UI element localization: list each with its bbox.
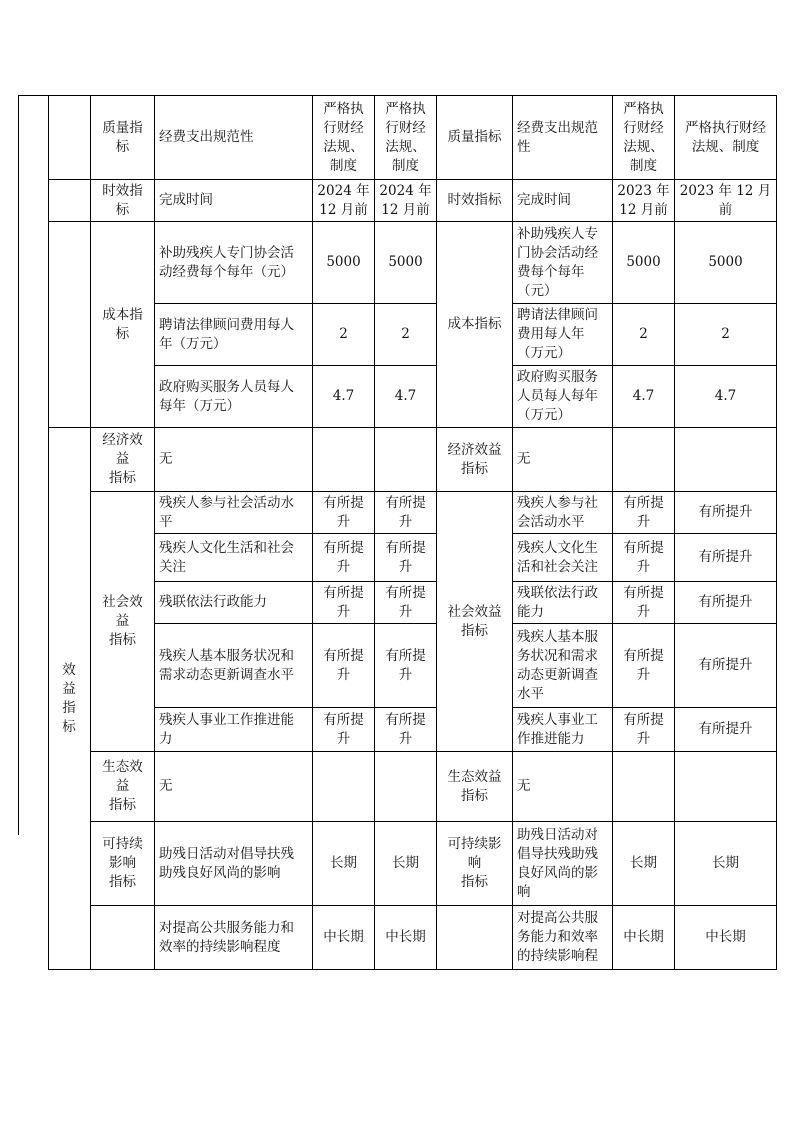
target-value: 有所提 升	[375, 708, 437, 752]
target-value-prev: 5000	[613, 222, 675, 304]
indicator-ecology-prev: 生态效益 指标	[437, 752, 513, 822]
metric-name-prev: 聘请法律顾问 费用每人年 （万元）	[513, 304, 613, 366]
metric-name-prev: 残疾人基本服 务状况和需求 动态更新调查 水平	[513, 624, 613, 708]
target-value: 有所提 升	[375, 624, 437, 708]
table-row	[49, 180, 777, 222]
target-value: 长期	[313, 822, 375, 906]
table-row	[49, 752, 777, 822]
metric-name-prev: 残疾人事业工 作推进能力	[513, 708, 613, 752]
target-value: 严格执 行财经 法规、 制度	[313, 96, 375, 180]
table-row	[49, 822, 777, 906]
metric-name-prev: 残疾人文化生 活和社会关注	[513, 534, 613, 582]
target-value: 2024 年 12 月前	[375, 180, 437, 222]
target-value: 长期	[375, 822, 437, 906]
table-row	[49, 708, 777, 752]
metric-name-prev: 经费支出规范 性	[513, 96, 613, 180]
metric-name: 完成时间	[155, 180, 313, 222]
target-value: 4.7	[375, 366, 437, 428]
target-value: 5000	[313, 222, 375, 304]
target-value-prev: 严格执行财经 法规、制度	[675, 96, 777, 180]
metric-name-prev: 残联依法行政 能力	[513, 582, 613, 624]
target-value-prev: 有所提升	[675, 582, 777, 624]
metric-name: 残疾人文化生活和社会 关注	[155, 534, 313, 582]
metric-name-prev: 补助残疾人专 门协会活动经 费每个每年 （元）	[513, 222, 613, 304]
metric-name: 聘请法律顾问费用每人 年（万元）	[155, 304, 313, 366]
target-value: 2024 年 12 月前	[313, 180, 375, 222]
metric-name-prev: 完成时间	[513, 180, 613, 222]
target-value-prev: 有所提 升	[613, 624, 675, 708]
target-value-prev: 严格执 行财经 法规、 制度	[613, 96, 675, 180]
metric-name: 残疾人参与社会活动水 平	[155, 492, 313, 534]
indicator-time: 时效指 标	[91, 180, 155, 222]
target-value-prev: 4.7	[613, 366, 675, 428]
metric-name: 对提高公共服务能力和 效率的持续影响程度	[155, 906, 313, 970]
target-value: 有所提 升	[313, 534, 375, 582]
metric-name-prev: 残疾人参与社 会活动水平	[513, 492, 613, 534]
table-row	[49, 96, 777, 180]
table-row	[49, 582, 777, 624]
target-value: 有所提 升	[313, 708, 375, 752]
target-value: 2	[313, 304, 375, 366]
table-row	[49, 222, 777, 304]
target-value-prev: 长期	[675, 822, 777, 906]
table-row	[49, 428, 777, 492]
target-value: 4.7	[313, 366, 375, 428]
table-row	[49, 492, 777, 534]
target-value: 有所提 升	[375, 534, 437, 582]
target-value: 2	[375, 304, 437, 366]
metric-name: 助残日活动对倡导扶残 助残良好风尚的影响	[155, 822, 313, 906]
metric-name: 残疾人事业工作推进能 力	[155, 708, 313, 752]
target-value-prev: 有所提升	[675, 708, 777, 752]
target-value-prev: 有所提升	[675, 492, 777, 534]
metric-name: 残联依法行政能力	[155, 582, 313, 624]
target-value: 5000	[375, 222, 437, 304]
target-value: 有所提 升	[313, 582, 375, 624]
target-value: 有所提 升	[375, 492, 437, 534]
performance-indicator-table	[48, 95, 777, 970]
indicator-cost-prev: 成本指标	[437, 222, 513, 428]
indicator-sustain-prev: 可持续影 响 指标	[437, 822, 513, 906]
indicator-social: 社会效 益 指标	[91, 492, 155, 752]
indicator-quality: 质量指 标	[91, 96, 155, 180]
target-value-prev: 5000	[675, 222, 777, 304]
metric-name: 补助残疾人专门协会活 动经费每个每年（元）	[155, 222, 313, 304]
target-value-prev: 长期	[613, 822, 675, 906]
target-value-prev: 有所提 升	[613, 582, 675, 624]
target-value: 中长期	[375, 906, 437, 970]
metric-name-prev: 对提高公共服 务能力和效率 的持续影响程	[513, 906, 613, 970]
indicator-social-prev: 社会效益 指标	[437, 492, 513, 752]
target-value-prev: 4.7	[675, 366, 777, 428]
indicator-cost: 成本指 标	[91, 222, 155, 428]
target-value-prev: 有所提 升	[613, 492, 675, 534]
indicator-sustain: 可持续 影响 指标	[91, 822, 155, 906]
target-value-prev: 中长期	[675, 906, 777, 970]
indicator-economic-prev: 经济效益 指标	[437, 428, 513, 492]
indicator-ecology: 生态效 益 指标	[91, 752, 155, 822]
target-value-prev: 有所提升	[675, 534, 777, 582]
metric-name-prev: 助残日活动对 倡导扶残助残 良好风尚的影 响	[513, 822, 613, 906]
table-row	[49, 366, 777, 428]
target-value: 中长期	[313, 906, 375, 970]
outer-table-border	[18, 95, 19, 835]
target-value: 有所提 升	[313, 624, 375, 708]
table-row	[49, 534, 777, 582]
table-row	[49, 624, 777, 708]
table-row	[49, 304, 777, 366]
target-value-prev: 有所提升	[675, 624, 777, 708]
target-value-prev: 2	[675, 304, 777, 366]
metric-name: 经费支出规范性	[155, 96, 313, 180]
metric-name: 无	[155, 752, 313, 822]
metric-name: 残疾人基本服务状况和 需求动态更新调查水平	[155, 624, 313, 708]
target-value: 有所提 升	[313, 492, 375, 534]
target-value-prev: 中长期	[613, 906, 675, 970]
target-value-prev: 2023 年 12 月前	[613, 180, 675, 222]
metric-name: 无	[155, 428, 313, 492]
target-value-prev: 有所提 升	[613, 708, 675, 752]
outer-table-border-top	[18, 95, 48, 96]
table-row	[49, 906, 777, 970]
indicator-economic: 经济效 益 指标	[91, 428, 155, 492]
target-value-prev: 2023 年 12 月 前	[675, 180, 777, 222]
metric-name-prev: 无	[513, 428, 613, 492]
target-value: 严格执 行财经 法规、 制度	[375, 96, 437, 180]
metric-name-prev: 无	[513, 752, 613, 822]
target-value: 有所提 升	[375, 582, 437, 624]
indicator-quality-prev: 质量指标	[437, 96, 513, 180]
indicator-time-prev: 时效指标	[437, 180, 513, 222]
target-value-prev: 有所提 升	[613, 534, 675, 582]
metric-name: 政府购买服务人员每人 每年（万元）	[155, 366, 313, 428]
group-effect-indicator: 效 益 指 标	[49, 428, 91, 970]
metric-name-prev: 政府购买服务 人员每人每年 （万元）	[513, 366, 613, 428]
target-value-prev: 2	[613, 304, 675, 366]
